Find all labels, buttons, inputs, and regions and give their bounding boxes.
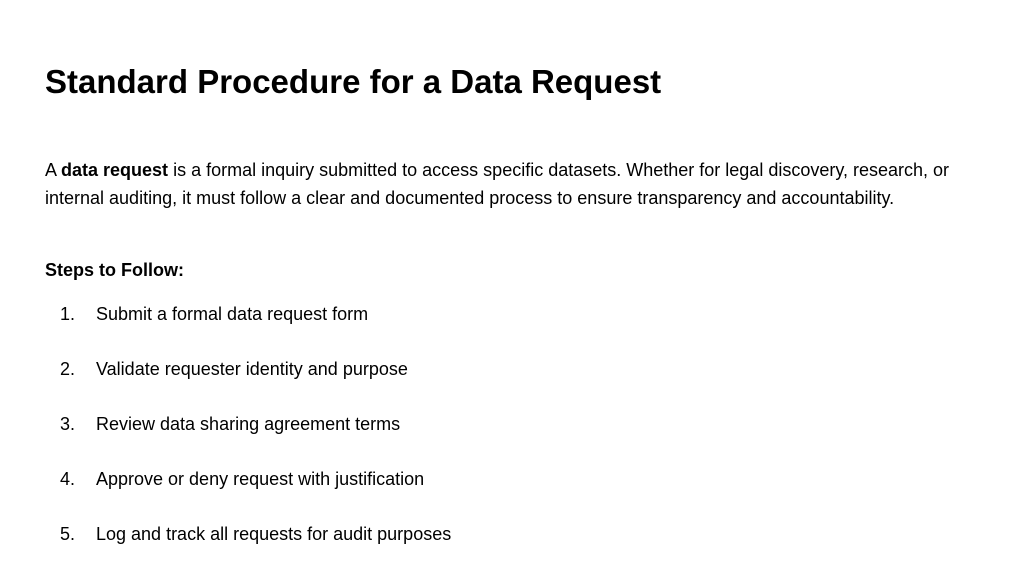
slide-title: Standard Procedure for a Data Request <box>45 63 662 100</box>
intro-paragraph <box>45 157 985 212</box>
step-number: 2. <box>60 359 76 379</box>
step-text: Submit a formal data request form <box>96 304 369 324</box>
step-text: Approve or deny request with justification <box>96 469 425 489</box>
intro-rest: is a formal inquiry submitted to access specific datasets. Whether for legal discovery, research, or internal auditing, it must follow a clear and documented process to ensure transparency and accountability. <box>45 160 950 208</box>
step-number: 3. <box>60 414 76 434</box>
step-number: 1. <box>60 304 76 324</box>
intro-prefix: A <box>45 160 62 180</box>
step-text: Validate requester identity and purpose <box>96 359 408 379</box>
step-text: Review data sharing agreement terms <box>96 414 401 434</box>
step-number: 4. <box>60 469 76 489</box>
step-number: 5. <box>60 524 76 544</box>
step-text: Log and track all requests for audit purposes <box>96 524 452 544</box>
steps-heading: Steps to Follow: <box>45 260 184 280</box>
intro-term: data request <box>61 160 169 180</box>
